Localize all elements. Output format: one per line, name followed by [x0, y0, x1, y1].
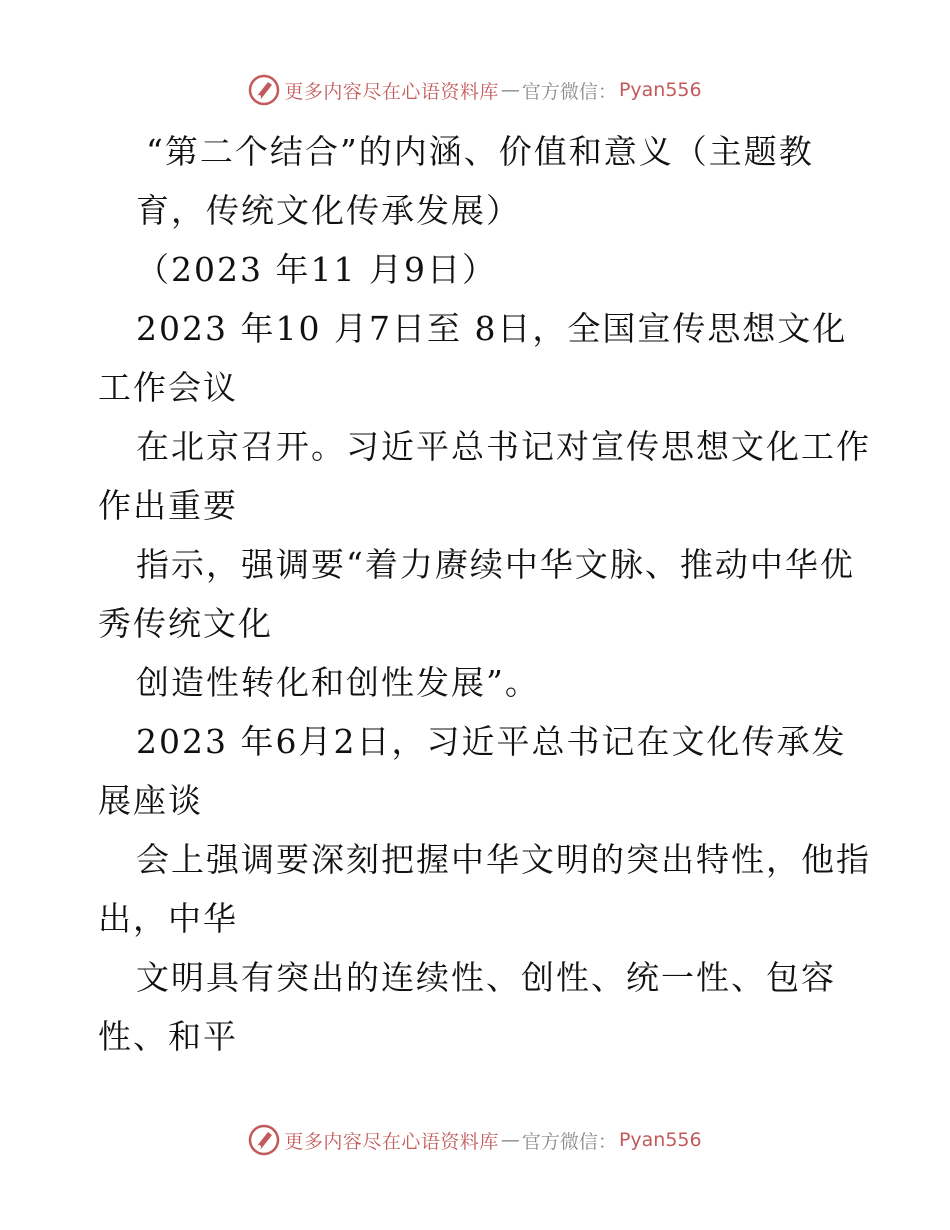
paragraph-line: 展座谈 — [98, 781, 203, 820]
paragraph-line: 在北京召开。习近平总书记对宣传思想文化工作 — [136, 427, 871, 466]
paragraph-line: 指示，强调要“着力赓续中华文脉、推动中华优 — [136, 545, 855, 584]
paragraph-line: 创造性转化和创性发展”。 — [136, 663, 540, 702]
document-title-line-1: “第二个结合”的内涵、价值和意义（主题教 — [146, 132, 814, 171]
paragraph-line: 秀传统文化 — [98, 604, 273, 643]
paragraph-line: 工作会议 — [98, 368, 238, 407]
watermark-label: 官方微信： — [521, 80, 617, 103]
paragraph-line: 文明具有突出的连续性、创性、统一性、包容 — [136, 958, 836, 997]
watermark-wechat-id: Pyan556 — [618, 1129, 702, 1151]
header-watermark — [0, 72, 950, 108]
paragraph-line: 会上强调要深刻把握中华文明的突出特性，他指 — [136, 840, 871, 879]
watermark-separator: — — [500, 1129, 520, 1151]
watermark-wechat-id: Pyan556 — [618, 79, 702, 101]
pen-seal-icon — [248, 1124, 280, 1156]
watermark-text: 更多内容尽在心语资料库 — [284, 1130, 499, 1153]
paragraph-line: 2023 年6月2日，习近平总书记在文化传承发 — [136, 722, 847, 761]
watermark-separator: — — [500, 79, 520, 101]
document-body — [98, 122, 871, 1066]
paragraph-line: 出，中华 — [98, 899, 238, 938]
watermark-text: 更多内容尽在心语资料库 — [284, 80, 499, 103]
document-title-line-2: 育，传统文化传承发展） — [136, 191, 521, 230]
footer-watermark — [0, 1122, 950, 1158]
paragraph-line: 性、和平 — [98, 1017, 238, 1056]
pen-seal-icon — [248, 74, 280, 106]
watermark-label: 官方微信： — [521, 1130, 617, 1153]
paragraph-line: 2023 年10 月7日至 8日，全国宣传思想文化 — [136, 309, 848, 348]
document-date: （2023 年11 月9日） — [136, 250, 497, 289]
paragraph-line: 作出重要 — [98, 486, 238, 525]
